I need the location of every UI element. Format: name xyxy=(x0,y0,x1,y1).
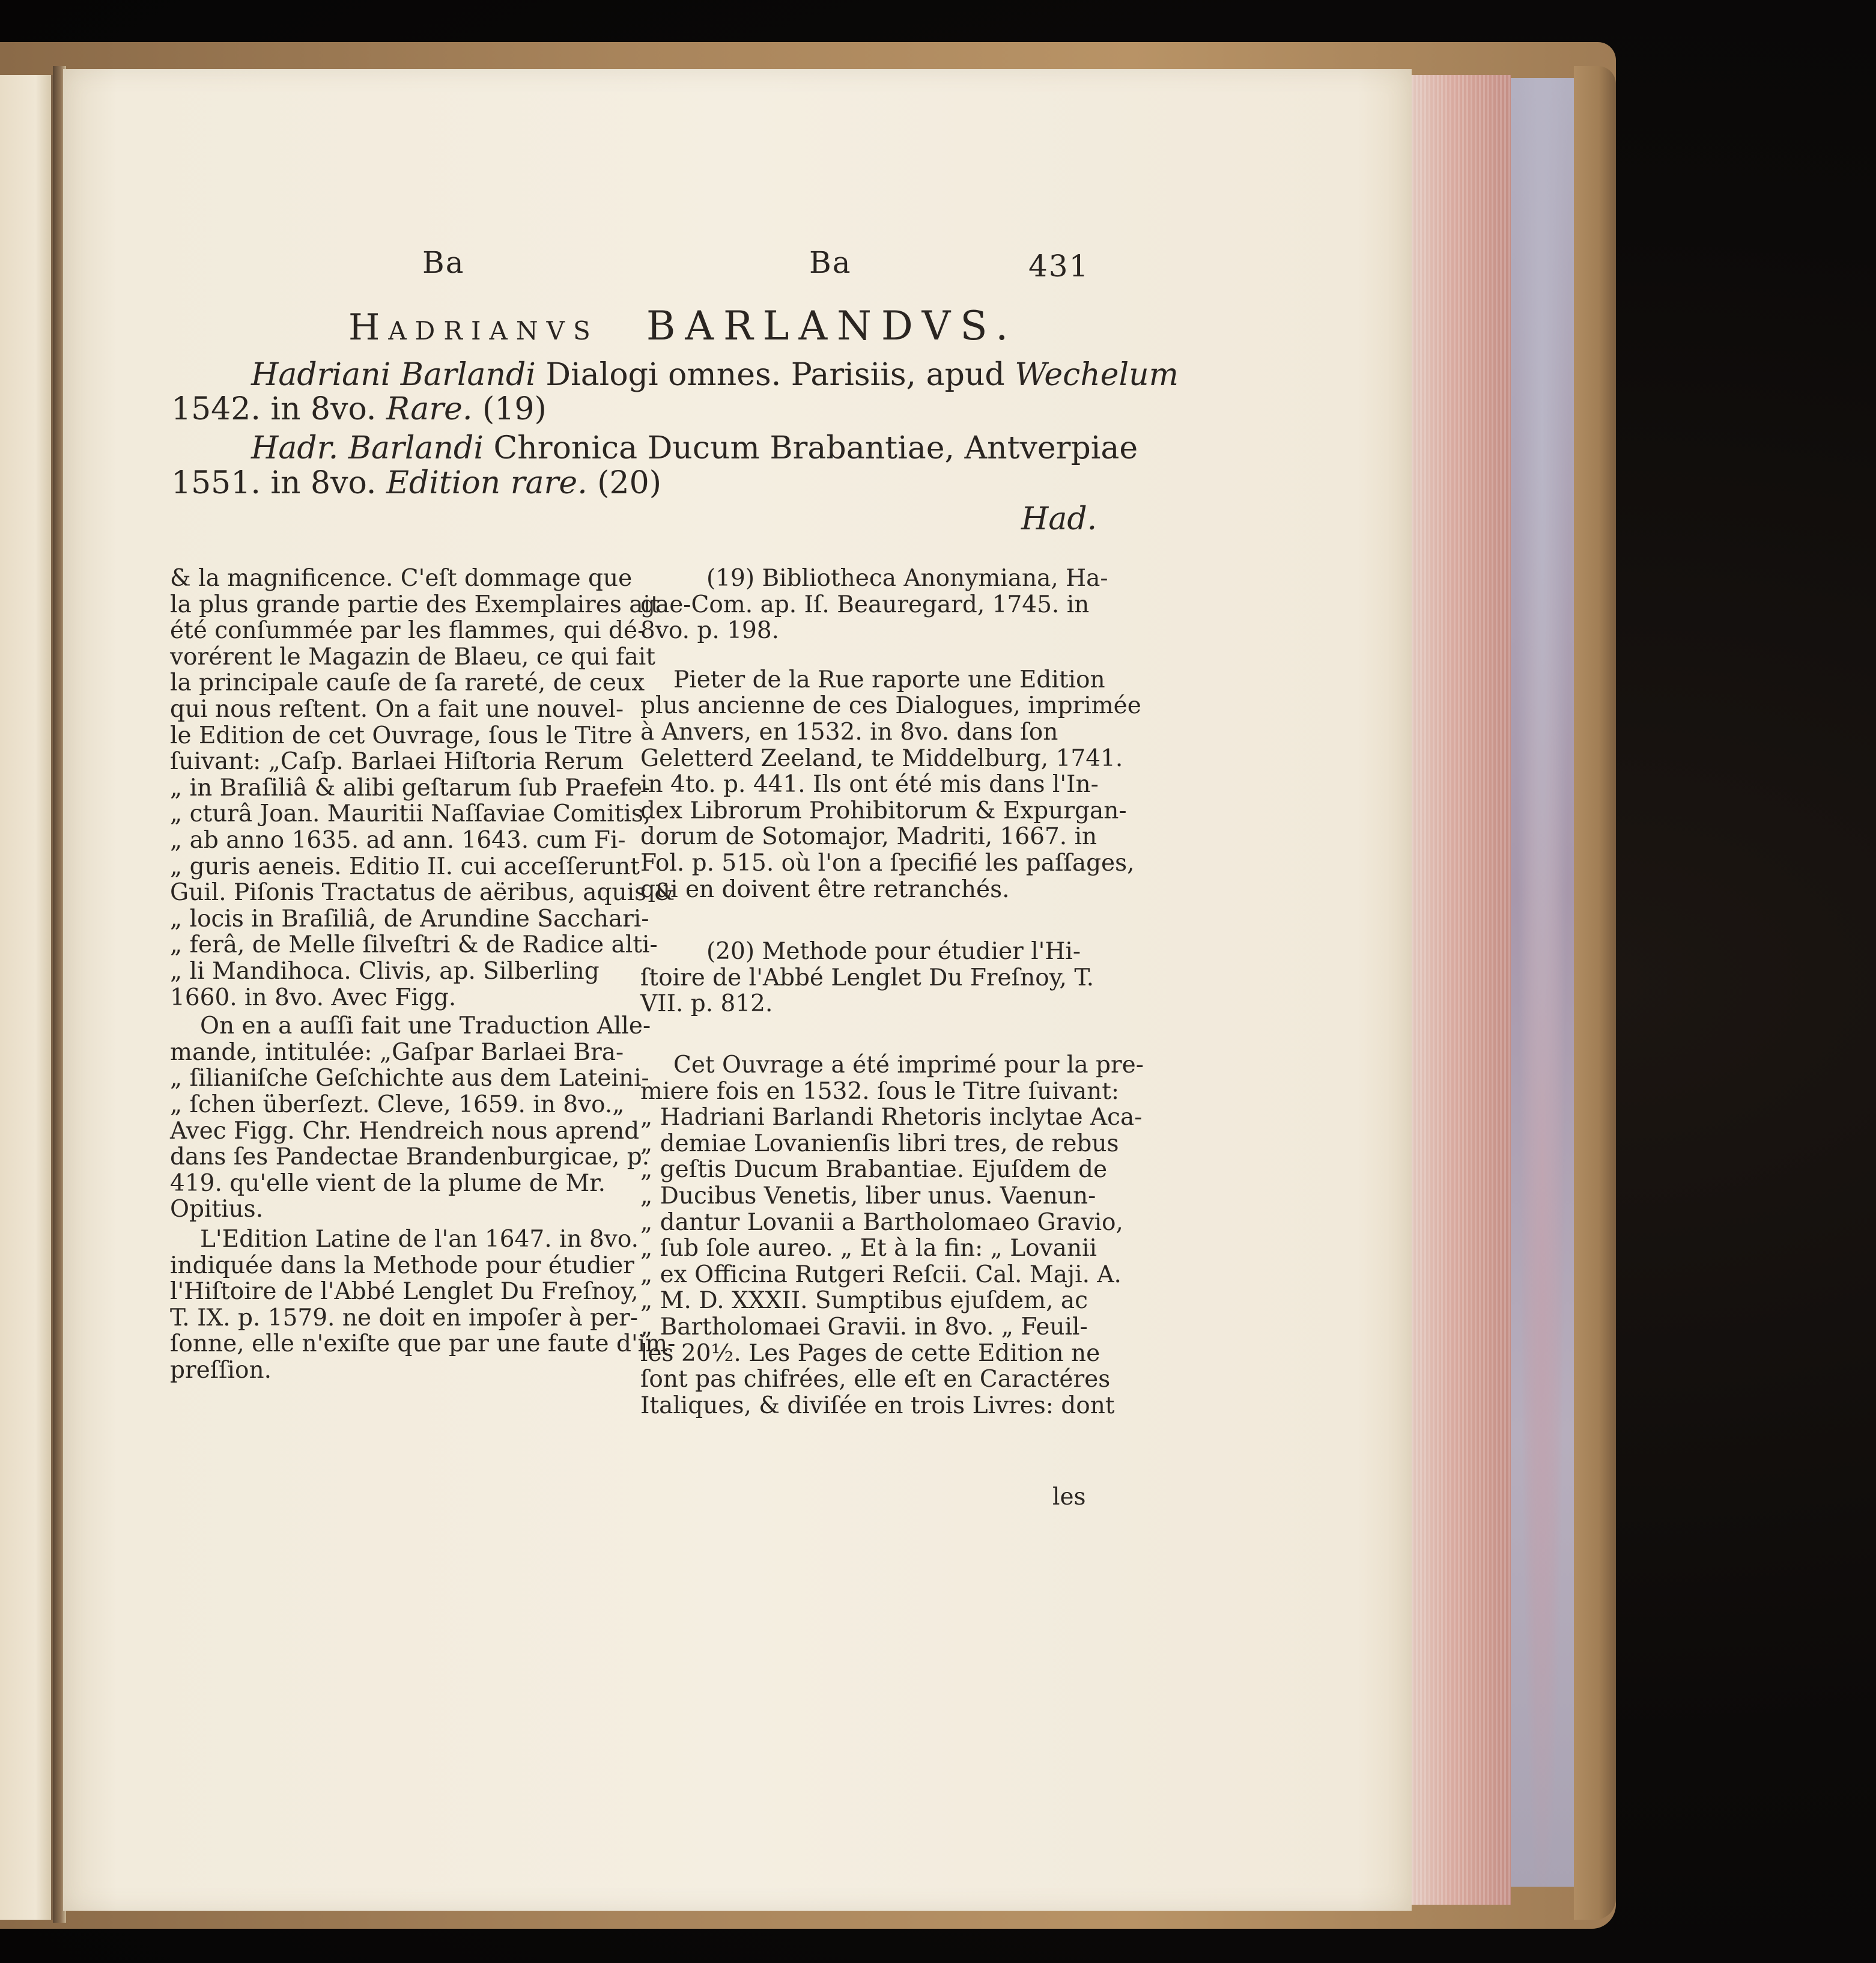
entry-2-line-2 xyxy=(171,467,661,499)
text-line: Geletterd Zeeland, te Middelburg, 1741. xyxy=(640,744,1123,772)
text-line: 1660. in 8vo. Avec Figg. xyxy=(170,984,457,1011)
text-run: Wechelum xyxy=(1015,357,1179,393)
text-line: la principale cauſe de ſa rareté, de ceux xyxy=(170,669,645,697)
text-line: Fol. p. 515. où l'on a ſpecifié les paſſages, xyxy=(640,850,1135,877)
text-line: „ Ducibus Venetis, liber unus. Vaenun- xyxy=(640,1182,1096,1210)
text-line: l'Hiſtoire de l'Abbé Lenglet Du Freſnoy, xyxy=(170,1278,639,1306)
catchword-bottom: les xyxy=(1052,1484,1086,1511)
text-line: On en a auſſi fait une Traduction Alle- xyxy=(200,1012,651,1040)
text-line: „ locis in Braſiliâ, de Arundine Sacchari- xyxy=(170,905,649,933)
text-line: „ guris aeneis. Editio II. cui acceſſerunt xyxy=(170,853,640,880)
text-line: qui en doivent être retranchés. xyxy=(640,875,1010,903)
heading-prefix: Hadrianvs xyxy=(348,306,599,348)
text-line: plus ancienne de ces Dialogues, imprimée xyxy=(640,692,1141,720)
running-head-center: Ba xyxy=(809,245,852,280)
text-line: „ ſchen überſezt. Cleve, 1659. in 8vo.„ xyxy=(170,1091,625,1118)
text-line: dex Librorum Prohibitorum & Expurgan- xyxy=(640,797,1127,824)
facing-page-edge xyxy=(0,75,53,1920)
text-line: „ geſtis Ducum Brabantiae. Ejuſdem de xyxy=(640,1156,1108,1184)
text-line: ſont pas chifrées, elle eſt en Caractéres xyxy=(640,1366,1111,1393)
text-run: (20) xyxy=(587,465,661,501)
text-line: L'Edition Latine de l'an 1647. in 8vo. xyxy=(200,1226,639,1253)
text-line: dorum de Sotomajor, Madriti, 1667. in xyxy=(640,823,1097,851)
text-line: „ ſilianiſche Geſchichte aus dem Lateini- xyxy=(170,1065,649,1092)
text-line: 419. qu'elle vient de la plume de Mr. xyxy=(170,1169,606,1197)
text-line: (20) Methode pour étudier l'Hi- xyxy=(706,938,1081,966)
catchword-top: Had. xyxy=(1021,501,1097,537)
text-run: Edition rare. xyxy=(386,465,587,501)
text-line: preſſion. xyxy=(170,1357,272,1384)
text-line: T. IX. p. 1579. ne doit en impoſer à per- xyxy=(170,1304,638,1331)
text-line: Guil. Piſonis Tractatus de aëribus, aquis & xyxy=(170,879,675,907)
text-line: „ cturâ Joan. Mauritii Naſſaviae Comitis, xyxy=(170,800,651,828)
text-run: 1542. in 8vo. xyxy=(171,391,386,427)
text-line: VII. p. 812. xyxy=(640,990,773,1018)
entry-heading xyxy=(348,303,1018,349)
running-head-left: Ba xyxy=(422,245,465,280)
text-line: les 20½. Les Pages de cette Edition ne xyxy=(640,1339,1100,1367)
text-line: „ in Braſiliâ & alibi geſtarum ſub Praefe- xyxy=(170,774,651,802)
text-line: gae-Com. ap. Iſ. Beauregard, 1745. in xyxy=(640,591,1090,618)
text-line: ſuivant: „Caſp. Barlaei Hiſtoria Rerum xyxy=(170,748,624,776)
text-line: Italiques, & diviſée en trois Livres: dont xyxy=(640,1392,1115,1419)
text-line: „ Hadriani Barlandi Rhetoris inclytae Aca- xyxy=(640,1104,1143,1131)
text-line: été conſummée par les flammes, qui dé- xyxy=(170,617,646,645)
text-run: Chronica Ducum Brabantiae, Antverpiae xyxy=(483,430,1138,466)
text-line: & la magnificence. C'eſt dommage que xyxy=(170,565,633,592)
text-line: ſtoire de l'Abbé Lenglet Du Freſnoy, T. xyxy=(640,964,1094,991)
text-line: (19) Bibliotheca Anonymiana, Ha- xyxy=(706,565,1108,592)
page-edges xyxy=(1412,75,1511,1905)
text-line: in 4to. p. 441. Ils ont été mis dans l'In- xyxy=(640,771,1099,799)
text-line: „ ferâ, de Melle ſilveſtri & de Radice alti- xyxy=(170,931,658,959)
cover-edge xyxy=(1574,66,1616,1920)
text-line: „ dantur Lovanii a Bartholomaeo Gravio, xyxy=(640,1208,1123,1236)
text-line: „ ſub ſole aureo. „ Et à la fin: „ Lovanii xyxy=(640,1235,1097,1262)
entry-1-line-1 xyxy=(251,359,1179,391)
text-run: 1551. in 8vo. xyxy=(171,465,386,501)
text-line: qui nous reſtent. On a fait une nouvel- xyxy=(170,696,624,723)
text-line: „ demiae Lovanienſis libri tres, de rebus xyxy=(640,1130,1119,1157)
text-line: 8vo. p. 198. xyxy=(640,617,780,645)
text-line: Cet Ouvrage a été imprimé pour la pre- xyxy=(673,1051,1144,1079)
page-number: 431 xyxy=(1028,249,1090,284)
text-line: Pieter de la Rue raporte une Edition xyxy=(673,666,1105,693)
text-line: la plus grande partie des Exemplaires ait xyxy=(170,591,660,618)
text-line: dans ſes Pandectae Brandenburgicae, p. xyxy=(170,1143,650,1171)
text-line: „ ab anno 1635. ad ann. 1643. cum Fi- xyxy=(170,827,626,854)
text-run: Hadriani Barlandi xyxy=(251,357,536,393)
text-line: ſonne, elle n'exiſte que par une faute d'im- xyxy=(170,1330,676,1358)
entry-2-line-1 xyxy=(251,430,1138,466)
text-line: miere fois en 1532. ſous le Titre ſuivant: xyxy=(640,1077,1120,1105)
text-line: à Anvers, en 1532. in 8vo. dans ſon xyxy=(640,719,1058,746)
text-run: Rare. xyxy=(386,391,473,427)
heading-name: BARLANDVS. xyxy=(646,303,1018,349)
text-run: Hadr. Barlandi xyxy=(251,430,484,466)
text-line: „ Bartholomaei Gravii. in 8vo. „ Feuil- xyxy=(640,1313,1088,1341)
text-run: (19) xyxy=(472,391,547,427)
text-line: Avec Figg. Chr. Hendreich nous aprend xyxy=(170,1117,640,1145)
marbled-board xyxy=(1511,78,1574,1887)
text-line: „ li Mandihoca. Clivis, ap. Silberling xyxy=(170,958,600,985)
text-line: mande, intitulée: „Gaſpar Barlaei Bra- xyxy=(170,1038,624,1066)
text-line: „ M. D. XXXII. Sumptibus ejuſdem, ac xyxy=(640,1287,1088,1315)
entry-1-line-2 xyxy=(171,391,547,427)
text-line: „ ex Officina Rutgeri Reſcii. Cal. Maji. A. xyxy=(640,1261,1122,1288)
text-line: vorérent le Magazin de Blaeu, ce qui fait xyxy=(170,643,655,671)
text-line: indiquée dans la Methode pour étudier xyxy=(170,1252,634,1279)
text-run: Dialogi omnes. Parisiis, apud xyxy=(535,357,1015,393)
text-line: le Edition de cet Ouvrage, ſous le Titre xyxy=(170,722,633,749)
text-line: Opitius. xyxy=(170,1196,264,1223)
